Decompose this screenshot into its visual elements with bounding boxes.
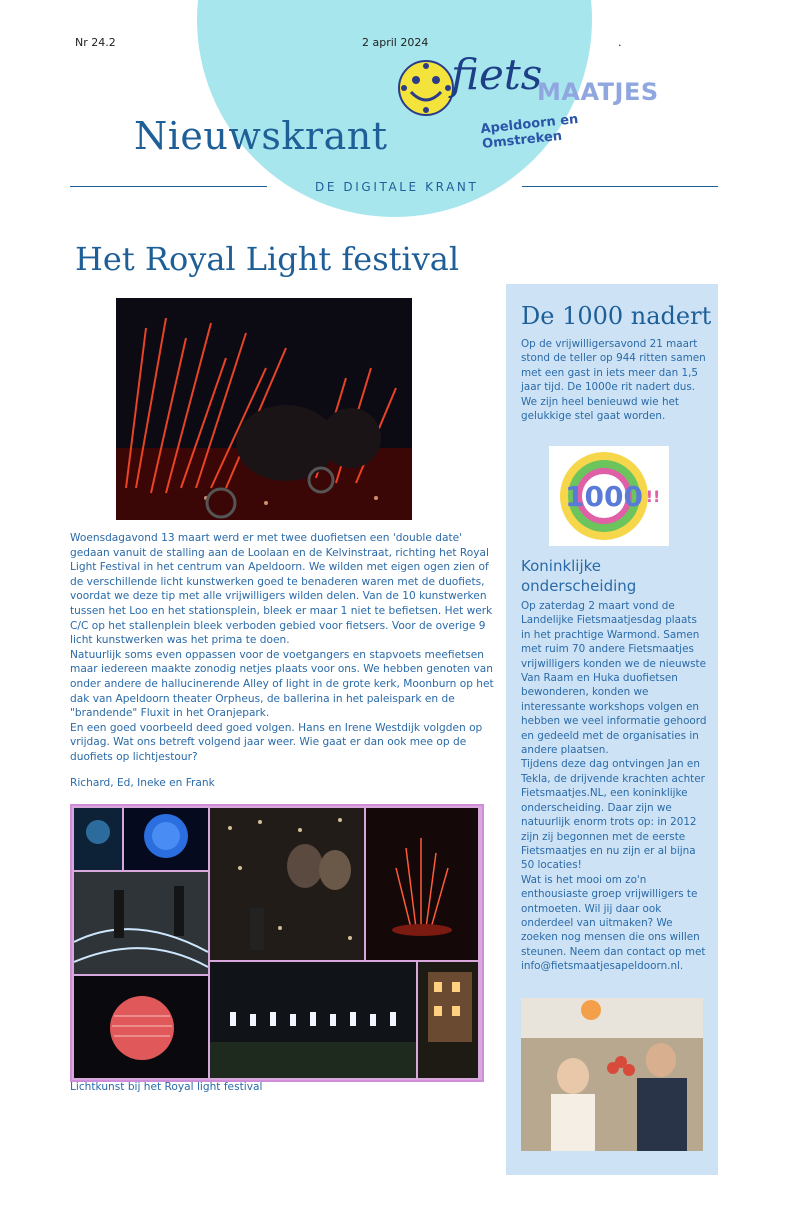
sidebar-paragraph: Wat is het mooi om zo'n enthousiaste groep vrijwilligers te ontmoeten. Wil jij daar ook onderdeel van uitmaken? We zoeken nog mensen die ons willen steunen. Neem dan contact op met info@fietsmaatjesapeldoorn.nl.	[521, 873, 706, 973]
collage-photo	[210, 808, 364, 960]
collage-photo	[124, 808, 208, 870]
sidebar	[506, 284, 718, 1175]
article-paragraph: Natuurlijk soms even oppassen voor de voetgangers en stapvoets meefietsen maar iedereen maakte zonodig netjes plaats voor ons. We hebben genoten van onder andere de hallucinerende Alley of light in de grote kerk, Moonburn op het dak van Apeldoorn theater Orpheus, de ballerina in het paleispark en de "brandende" Fluxit in het Oranjepark.	[70, 648, 494, 720]
badge-1000-image	[549, 446, 669, 546]
festival-photo	[116, 298, 412, 520]
sidebar-title: De 1000 nadert	[521, 302, 712, 330]
sidebar-paragraph: Op de vrijwilligersavond 21 maart stond de teller op 944 ritten samen met een gast in iets meer dan 1,5 jaar tijd. De 1000e rit nadert dus.	[521, 338, 706, 394]
sidebar-heading: Koninklijke onderscheiding	[521, 557, 637, 595]
issue-number: Nr 24.2	[75, 36, 116, 49]
collage-photo	[74, 976, 208, 1078]
award-photo	[521, 998, 703, 1151]
collage-photo	[210, 962, 416, 1078]
masthead-title: Nieuwskrant	[134, 114, 388, 158]
article-signature: Richard, Ed, Ineke en Frank	[70, 777, 215, 789]
article-body	[70, 531, 495, 765]
article-paragraph: Woensdagavond 13 maart werd er met twee duofietsen een 'double date' gedaan vanuit de stalling aan de Loolaan en de Kelvinstraat, richting het Royal Light Festival in het centrum van Apeldoorn. We wilden met eigen ogen zien of de verschillende licht kunstwerken goed te benaderen waren met de duofiets, voordat we deze tip met alle vrijwilligers wilden delen. Van de 10 kunstwerken tussen het Loo en het stationsplein, bleek er maar 1 niet te befietsen. Het werk C/C op het stallenplein bleek verboden gebied voor fietsers. Voor de overige 9 licht kunstwerken was het prima te doen.	[70, 532, 493, 647]
fietsmaatjes-logo	[393, 52, 663, 162]
logo-word-maatjes: MAATJES	[537, 78, 659, 106]
sidebar-story	[521, 599, 708, 974]
collage-photo	[366, 808, 478, 960]
smiley-sun-icon	[396, 58, 456, 118]
article-title: Het Royal Light festival	[75, 240, 460, 278]
sidebar-intro	[521, 337, 708, 423]
logo-word-fiets: fiets	[451, 50, 543, 99]
masthead-subtitle: DE DIGITALE KRANT	[315, 180, 479, 194]
collage-photo	[74, 808, 122, 870]
collage-caption: Lichtkunst bij het Royal light festival	[70, 1081, 263, 1093]
badge-1000-text: 1000	[565, 480, 643, 513]
badge-exclamation-text: !!	[645, 487, 661, 506]
issue-date: 2 april 2024	[362, 36, 429, 49]
collage-photo	[418, 962, 478, 1078]
article-paragraph: En een goed voorbeeld deed goed volgen. Hans en Irene Westdijk volgden op vrijdag. Wat ons betreft volgend jaar weer. Wie gaat er dan ook mee op de duofiets op lichtjestour?	[70, 721, 483, 763]
sidebar-paragraph: Tijdens deze dag ontvingen Jan en Tekla, de drijvende krachten achter Fietsmaatjes.NL, een koninklijke onderscheiding. Daar zijn we natuurlijk enorm trots op: in 2012 zijn zij begonnen met de eerste Fietsmaatjes en nu zijn er al bijna 50 locaties!	[521, 758, 705, 872]
header-rule-left	[70, 186, 267, 187]
photo-collage	[70, 804, 484, 1082]
sidebar-paragraph: Op zaterdag 2 maart vond de Landelijke Fietsmaatjesdag plaats in het prachtige Warmond. Samen met ruim 70 andere Fietsmaatjes vrijwilligers konden we de nieuwste Van Raam en Huka duofietsen bewonderen, konden we interessante workshops volgen en hebben we veel informatie gehoord en gedeeld met de organisaties in andere plaatsen.	[521, 600, 707, 757]
logo-tagline: Apeldoorn en Omstreken	[479, 111, 579, 152]
header-rule-right	[522, 186, 718, 187]
sidebar-paragraph: We zijn heel benieuwd wie het gelukkige stel gaat worden.	[521, 395, 680, 423]
collage-photo	[74, 872, 208, 974]
header-dot: .	[618, 36, 622, 49]
